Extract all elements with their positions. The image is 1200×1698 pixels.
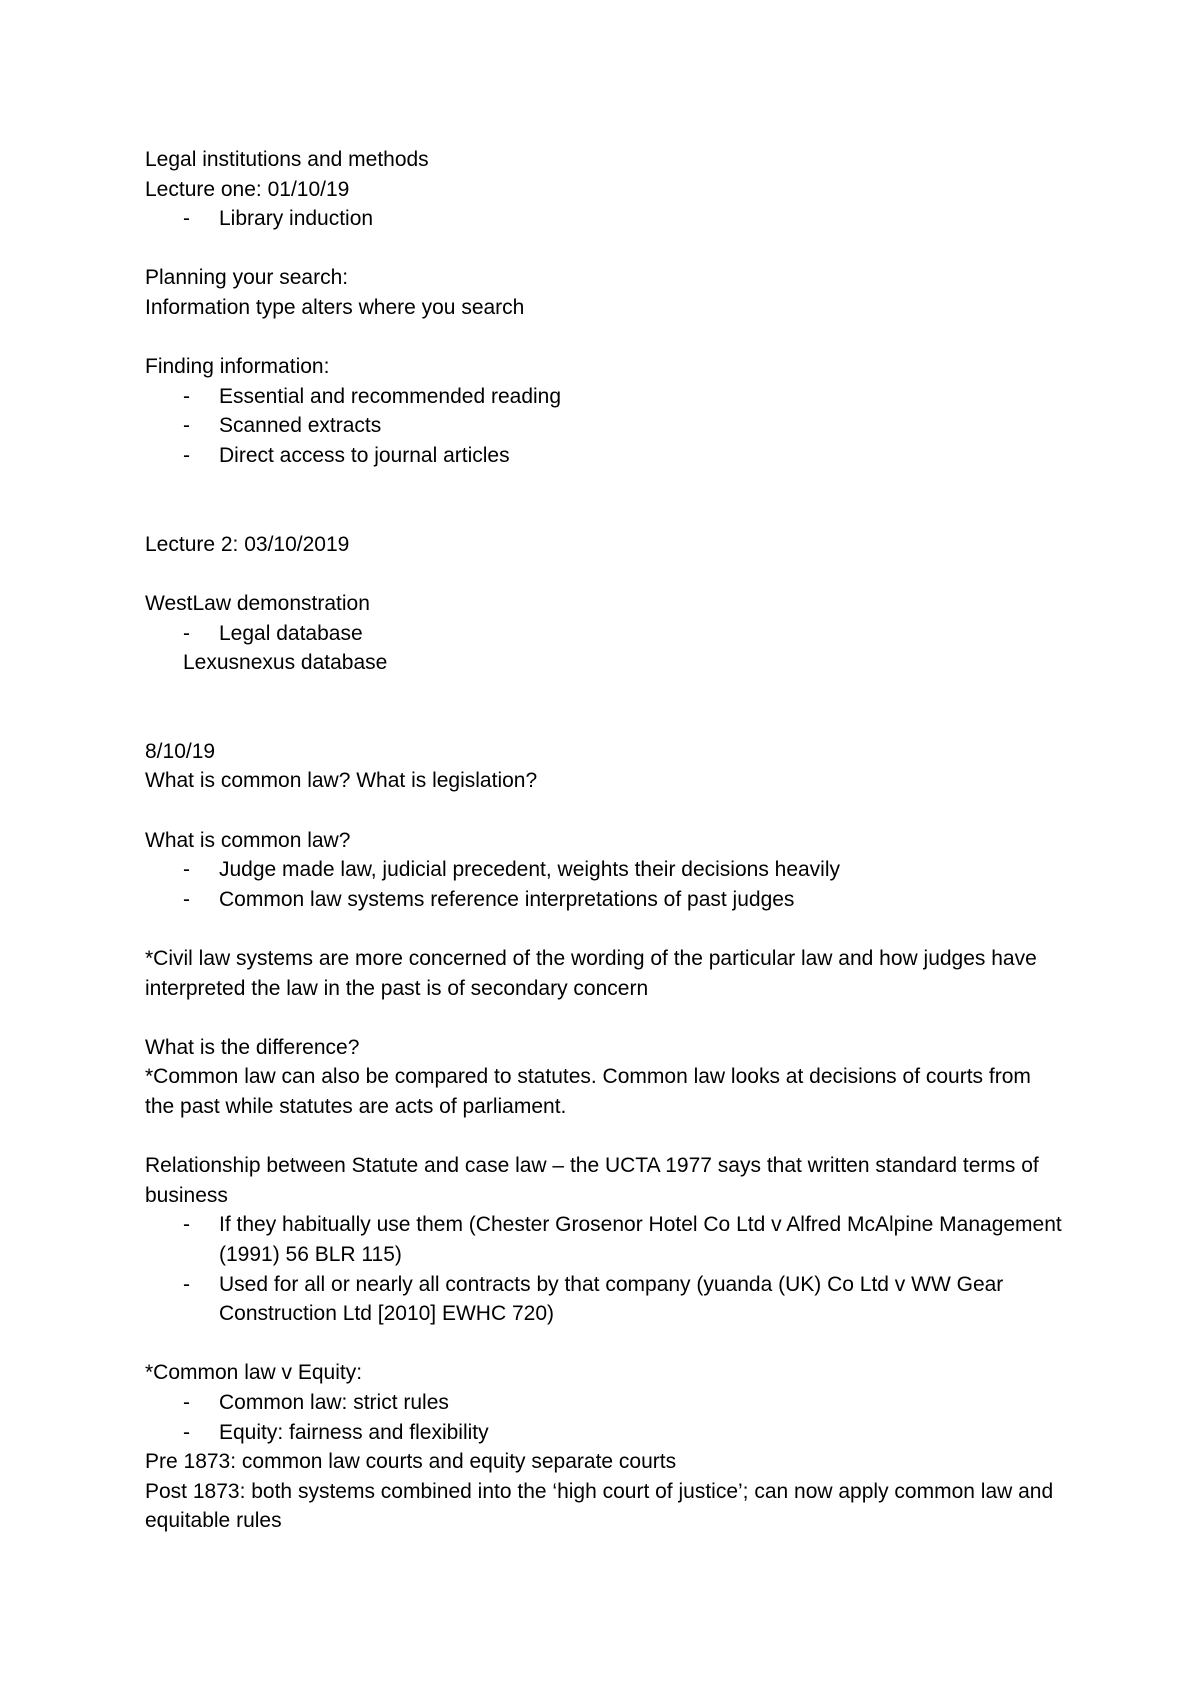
difference-heading: What is the difference? [145,1035,360,1059]
finding-list [145,382,1065,471]
document-title: Legal institutions and methods [145,148,429,171]
list-item: - If they habitually use them (Chester Grosenor Hotel Co Ltd v Alfred McAlpine Management (1991) 56 BLR 115) [145,1210,1065,1269]
dash-bullet: - [183,207,190,231]
civil-law-paragraph: *Civil law systems are more concerned of the wording of the particular law and how judges have interpreted the law in the past is of secondary concern [145,947,1037,1000]
list-item: - Judge made law, judicial precedent, weights their decisions heavily [145,855,1065,885]
relationship-paragraph: Relationship between Statute and case law – the UCTA 1977 says that written standard terms of business [145,1154,1039,1207]
list-item: - Common law: strict rules [145,1388,1065,1418]
list-item: - Library induction [145,204,1065,234]
westlaw-continuation: Lexusnexus database [183,651,388,675]
dash-bullet: - [183,1272,190,1296]
equity-list [145,1388,1065,1447]
lecture-one-heading: Lecture one: 01/10/19 [145,177,350,201]
pre-1873-line: Pre 1873: common law courts and equity separate courts [145,1450,677,1474]
list-item: - Used for all or nearly all contracts by that company (yuanda (UK) Co Ltd v WW Gear Construction Ltd [2010] EWHC 720) [145,1270,1065,1329]
list-item: - Equity: fairness and flexibility [145,1418,1065,1448]
planning-text: Information type alters where you search [145,295,525,319]
common-law-list [145,855,1065,914]
relationship-list [145,1210,1065,1328]
document-body [145,145,1065,1536]
dash-bullet: - [183,858,190,882]
list-item: - Scanned extracts [145,411,1065,441]
dash-bullet: - [183,414,190,438]
lecture-two-heading: Lecture 2: 03/10/2019 [145,532,350,556]
list-item: - Essential and recommended reading [145,382,1065,412]
lecture-one-list [145,204,1065,234]
dash-bullet: - [183,887,190,911]
westlaw-heading: WestLaw demonstration [145,591,370,615]
common-law-heading: What is common law? [145,828,351,852]
post-1873-paragraph: Post 1873: both systems combined into the ‘high court of justice’; can now apply common law and equitable rules [145,1479,1054,1533]
westlaw-list [145,619,1065,649]
dash-bullet: - [183,384,190,408]
list-item: - Common law systems reference interpretations of past judges [145,885,1065,915]
finding-heading: Finding information: [145,355,330,379]
lecture-three-question: What is common law? What is legislation? [145,769,538,793]
dash-bullet: - [183,443,190,467]
difference-paragraph: *Common law can also be compared to statutes. Common law looks at decisions of courts from the past while statutes are acts of parliament. [145,1065,1031,1118]
dash-bullet: - [183,1213,190,1237]
planning-heading: Planning your search: [145,266,349,290]
equity-heading: *Common law v Equity: [145,1361,363,1385]
lecture-three-date: 8/10/19 [145,739,216,763]
dash-bullet: - [183,621,190,645]
dash-bullet: - [183,1390,190,1414]
dash-bullet: - [183,1420,190,1444]
list-item: - Legal database [145,619,1065,649]
list-item: - Direct access to journal articles [145,441,1065,471]
